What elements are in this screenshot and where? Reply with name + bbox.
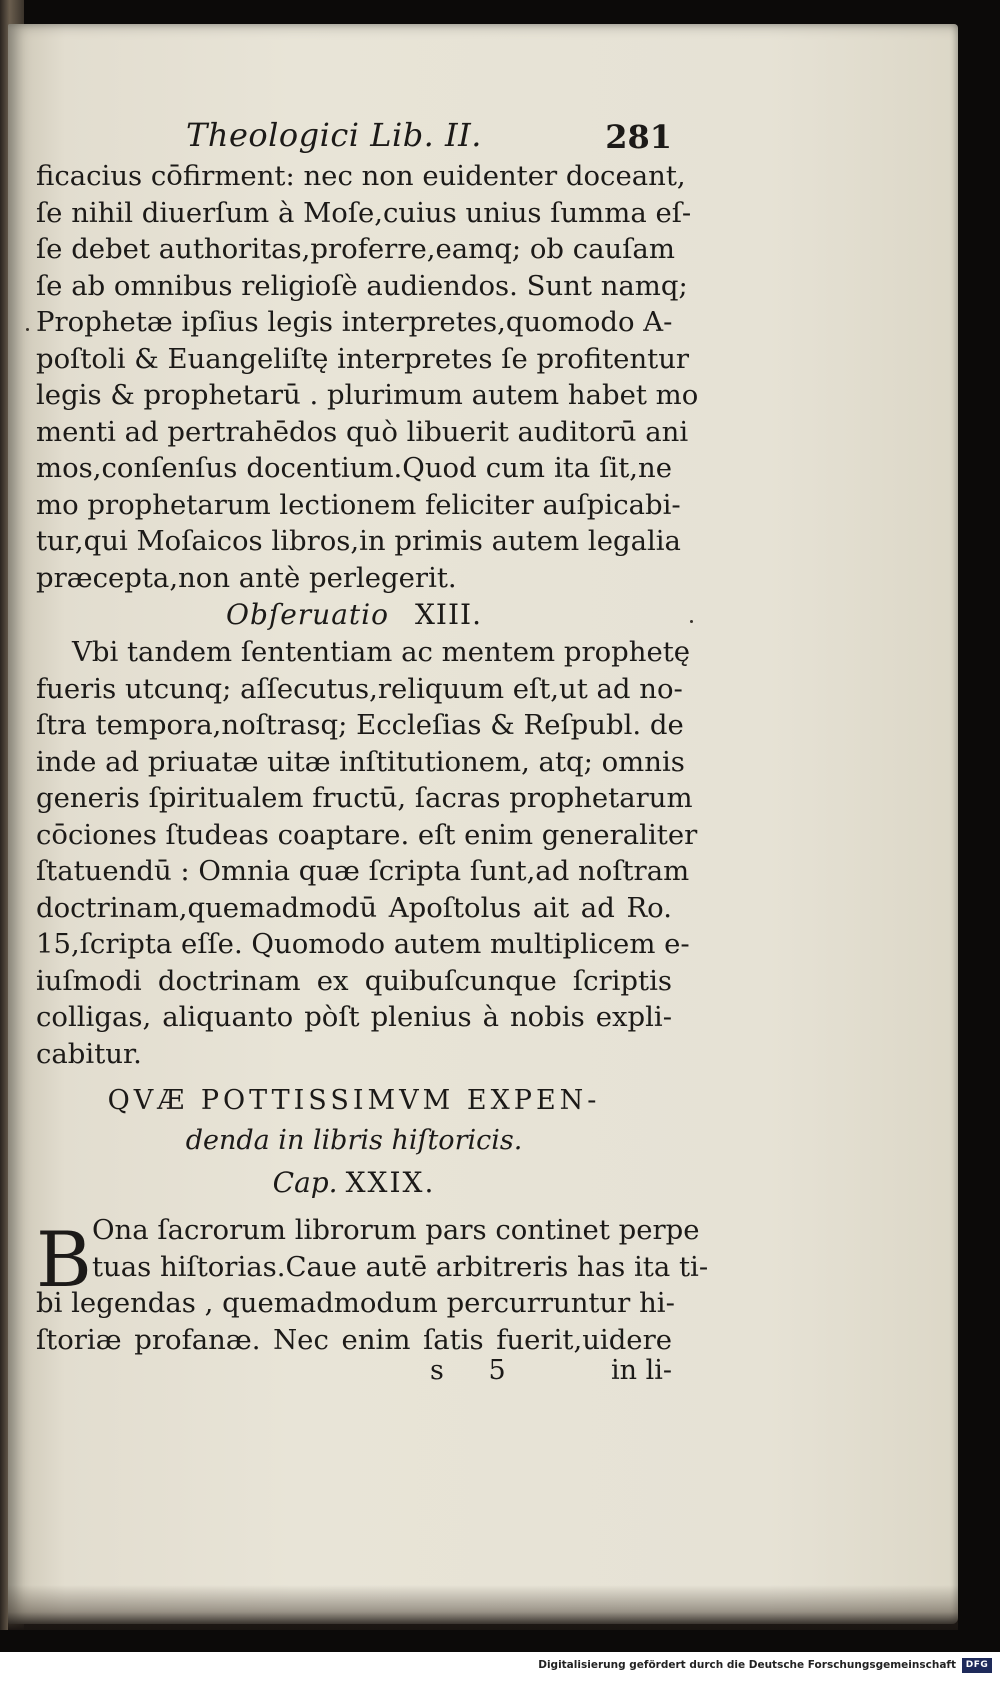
chapter-subtitle: denda in libris hiſtoricis. bbox=[185, 1125, 523, 1156]
page-number: 281 bbox=[605, 118, 672, 156]
dfg-logo: DFG bbox=[962, 1658, 992, 1673]
text-line: ſe ab omnibus religioſè audiendos. Sunt namq; bbox=[36, 269, 688, 302]
text-line: ſe nihil diuerſum à Moſe,cuius unius ſumma eſ- bbox=[36, 196, 692, 229]
text-line: Prophetæ ipſius legis interpretes,quomodo A- bbox=[36, 306, 673, 338]
running-head bbox=[36, 108, 672, 156]
text-line: Ona ſacrorum librorum pars continet perpe bbox=[92, 1214, 700, 1246]
ink-speck bbox=[26, 328, 29, 331]
chapter-cap-label: Cap. bbox=[272, 1166, 338, 1199]
chapter-text bbox=[36, 1212, 709, 1358]
text-line: inde ad priuatæ uitæ inſtitutionem, atq; omnis bbox=[36, 745, 685, 778]
signature-mark: s 5 bbox=[430, 1355, 524, 1386]
text-line: iuſmodi doctrinam ex quibuſcunque ſcriptis bbox=[36, 964, 672, 997]
text-line: præcepta,non antè perlegerit. bbox=[36, 561, 457, 594]
running-title: Theologici Lib. II. bbox=[186, 116, 482, 154]
text-line: colligas, aliquanto pòſt plenius à nobis expli- bbox=[36, 1001, 672, 1033]
page-bottom-shadow bbox=[8, 1585, 958, 1630]
text-line: ſtatuendū : Omnia quæ ſcripta ſunt,ad noſtram bbox=[36, 855, 690, 887]
footer-credit: Digitalisierung gefördert durch die Deutsche Forschungsgemeinschaft bbox=[538, 1659, 956, 1671]
body-text bbox=[36, 158, 699, 596]
chapter-cap-number: XXIX. bbox=[345, 1166, 436, 1199]
text-line: menti ad pertrahēdos quò libuerit auditorū ani bbox=[36, 415, 689, 448]
signature-line bbox=[36, 1355, 672, 1391]
text-line: ſtra tempora,noſtrasq; Eccleſias & Reſpubl. de bbox=[36, 709, 684, 741]
observatio-label: Obſeruatio bbox=[225, 598, 389, 631]
text-line: tuas hiſtorias.Caue autē arbitreris has ita ti- bbox=[92, 1250, 709, 1283]
observatio-number: XIII. bbox=[414, 598, 482, 631]
text-line: mo prophetarum lectionem feliciter auſpicabi- bbox=[36, 488, 681, 521]
text-line: bi legendas , quemadmodum percurruntur hi- bbox=[36, 1287, 675, 1319]
catchword: in li- bbox=[610, 1355, 672, 1386]
text-line: Vbi tandem ſententiam ac mentem prophetę bbox=[72, 636, 691, 668]
text-line: fueris utcunq; aſſecutus,reliquum eſt,ut ad no- bbox=[36, 672, 683, 705]
ink-speck bbox=[690, 620, 693, 623]
text-line: doctrinam,quemadmodū Apoſtolus ait ad Ro. bbox=[36, 891, 672, 924]
text-line: cabitur. bbox=[36, 1037, 142, 1070]
drop-cap-initial: B bbox=[36, 1215, 92, 1304]
chapter-title: QVÆ POTTISSIMVM EXPEN- bbox=[107, 1085, 601, 1116]
text-line: ſe debet authoritas,proferre,eamq; ob cauſam bbox=[36, 233, 675, 265]
text-line: mos,conſenſus docentium.Quod cum ita ſit,ne bbox=[36, 452, 672, 484]
chapter-number bbox=[36, 1166, 672, 1199]
observatio-heading bbox=[36, 598, 672, 631]
text-line: tur,qui Moſaicos libros,in primis autem legalia bbox=[36, 525, 681, 557]
text-line: poſtoli & Euangeliſtę interpretes ſe profitentur bbox=[36, 342, 690, 375]
text-line: 15,ſcripta eſſe. Quomodo autem multiplicem e- bbox=[36, 928, 690, 960]
text-line: cōciones ſtudeas coaptare. eſt enim generaliter bbox=[36, 818, 698, 851]
observatio-text bbox=[36, 634, 698, 1072]
text-line: ficacius cōfirment: nec non euidenter doceant, bbox=[36, 160, 686, 192]
text-line: legis & prophetarū . plurimum autem habet mo bbox=[36, 379, 699, 411]
footer-bar bbox=[0, 1652, 1000, 1684]
text-line: ſtoriæ profanæ. Nec enim ſatis fuerit,uidere bbox=[36, 1323, 672, 1356]
text-line: generis ſpiritualem fructū, ſacras prophetarum bbox=[36, 782, 693, 814]
